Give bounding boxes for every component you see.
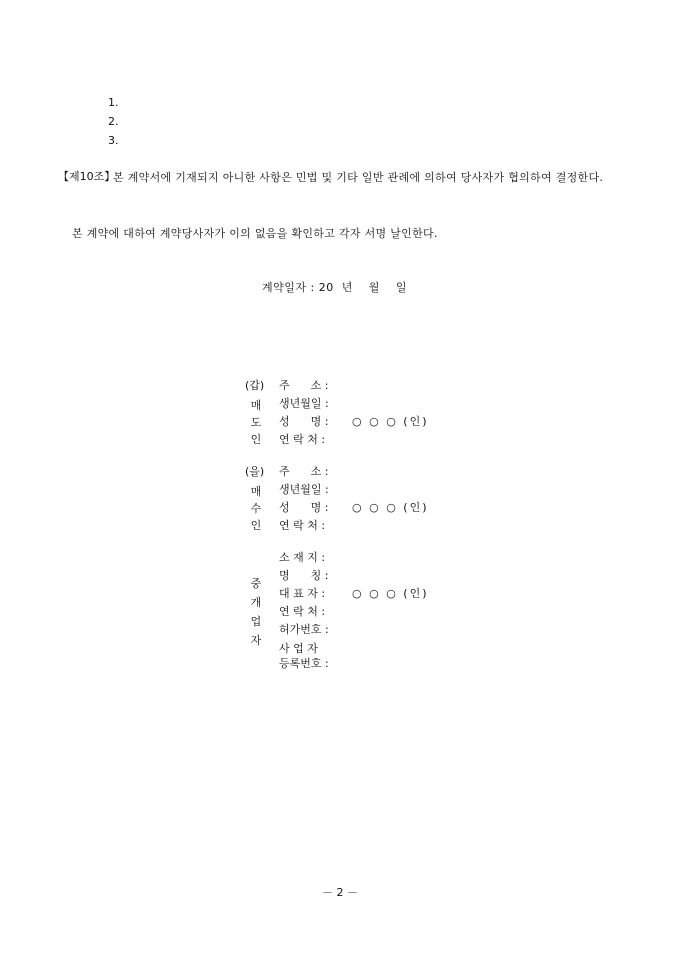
broker-license-label: 허가번호 :: [279, 623, 329, 636]
article-10-body: 본 계약서에 기재되지 아니한 사항은 민법 및 기타 일반 관례에 의하여 당사자가 협의하여 결정한다.: [113, 171, 604, 184]
contract-date: 계약일자 : 20 년 월 일: [262, 281, 408, 294]
page-number: － 2 －: [322, 886, 358, 899]
seller-role-char: 인: [250, 433, 262, 446]
broker-contact-label: 연 락 처 :: [279, 605, 326, 618]
list-item-2: 2.: [108, 115, 119, 128]
broker-registration-label: 등록번호 :: [279, 657, 329, 670]
seller-contact-label: 연 락 처 :: [279, 433, 326, 446]
broker-role-char: 자: [250, 634, 262, 647]
list-item-1: 1.: [108, 96, 119, 109]
buyer-signature: ○ ○ ○ (인): [352, 501, 429, 514]
buyer-tag: (을): [245, 465, 265, 478]
broker-role-char: 중: [250, 577, 262, 590]
broker-signature: ○ ○ ○ (인): [352, 587, 429, 600]
seller-tag: (갑): [245, 379, 265, 392]
broker-business-label: 사 업 자: [279, 642, 318, 655]
buyer-birthdate-label: 생년월일 :: [279, 483, 329, 496]
seller-signature: ○ ○ ○ (인): [352, 415, 429, 428]
broker-title-label: 명 칭 :: [279, 569, 329, 582]
seller-role-char: 도: [250, 416, 262, 429]
broker-location-label: 소 재 지 :: [279, 551, 326, 564]
buyer-role-char: 매: [250, 485, 262, 498]
seller-address-label: 주 소 :: [279, 379, 329, 392]
seller-role-label: [241, 397, 271, 448]
seller-role-char: 매: [250, 399, 262, 412]
buyer-role-label: [241, 483, 271, 534]
seller-name-label: 성 명 :: [279, 415, 329, 428]
buyer-address-label: 주 소 :: [279, 465, 329, 478]
broker-role-char: 개: [250, 596, 262, 609]
buyer-contact-label: 연 락 처 :: [279, 519, 326, 532]
broker-representative-label: 대 표 자 :: [279, 587, 326, 600]
list-item-3: 3.: [108, 134, 119, 147]
buyer-role-char: 수: [250, 502, 262, 515]
broker-role-char: 업: [250, 615, 262, 628]
buyer-role-char: 인: [250, 519, 262, 532]
confirmation-text: 본 계약에 대하여 계약당사자가 이의 없음을 확인하고 각자 서명 날인한다.: [72, 227, 438, 240]
seller-birthdate-label: 생년월일 :: [279, 397, 329, 410]
article-10-heading: 【제10조】: [58, 170, 116, 183]
buyer-name-label: 성 명 :: [279, 501, 329, 514]
broker-role-label: [241, 574, 271, 650]
